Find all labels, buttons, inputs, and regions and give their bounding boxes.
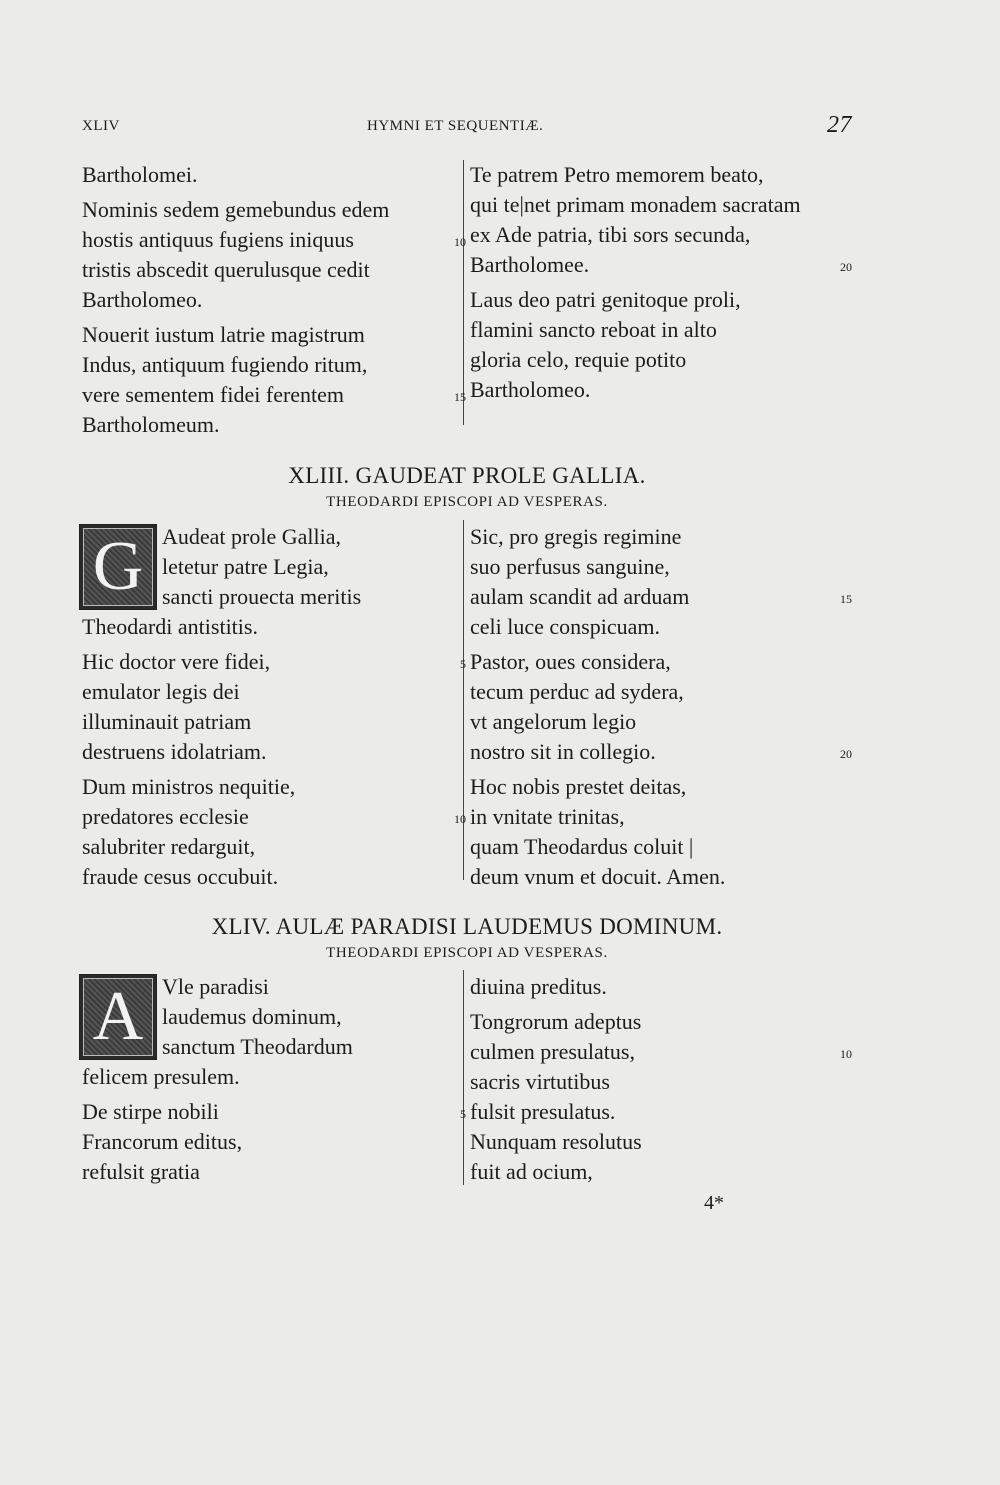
verse-line: fuit ad ocium, <box>470 1159 593 1184</box>
verse-line: Sic, pro gregis regimine <box>470 524 682 549</box>
verse-line: tecum perduc ad sydera, <box>470 679 684 704</box>
running-head-title: HYMNI ET SEQUENTIÆ. <box>367 118 544 134</box>
verse-line: laudemus dominum, <box>162 1004 342 1029</box>
verse-line: Hic doctor vere fidei, 5 <box>82 647 460 677</box>
verse-line: sancti prouecta meritis <box>162 584 362 609</box>
verse-line: Nominis sedem gemebundus edem <box>82 197 390 222</box>
verse-line: predatores ecclesie 10 <box>82 802 460 832</box>
verse-line: Nouerit iustum latrie magistrum <box>82 322 365 347</box>
verse-line: Bartholomeo. <box>470 377 591 402</box>
line-number: 15 <box>840 592 852 606</box>
verse-line: Bartholomeo. <box>82 287 203 312</box>
column-rule <box>463 970 464 1185</box>
verse-line: vere sementem fidei ferentem 15 <box>82 380 460 410</box>
section1-left-column <box>82 160 466 440</box>
running-head-section: XLIV <box>82 118 120 134</box>
line-number: 10 <box>454 812 466 826</box>
verse-line: quam Theodardus coluit | <box>470 834 694 859</box>
verse-line: sacris virtutibus <box>470 1069 610 1094</box>
hymn44-left-column <box>82 972 466 1187</box>
hymn43-right-column <box>470 522 852 892</box>
verse-line: celi luce conspicuam. <box>470 614 660 639</box>
initial-letter: G <box>83 528 153 606</box>
running-head <box>82 112 852 142</box>
verse-line: felicem presulem. <box>82 1064 240 1089</box>
section1-right-column <box>470 160 852 405</box>
verse-line: Tongrorum adeptus <box>470 1009 642 1034</box>
verse-line: suo perfusus sanguine, <box>470 554 670 579</box>
verse-line: Indus, antiquum fugiendo ritum, <box>82 352 368 377</box>
verse-line: Hoc nobis prestet deitas, <box>470 774 687 799</box>
page-number: 27 <box>827 112 852 138</box>
verse-line: deum vnum et docuit. Amen. <box>470 864 726 889</box>
verse-line: De stirpe nobili 5 <box>82 1097 460 1127</box>
verse-line: ex Ade patria, tibi sors secunda, <box>470 222 751 247</box>
verse-line: Bartholomeum. <box>82 412 220 437</box>
verse-line: letetur patre Legia, <box>162 554 329 579</box>
verse-line: emulator legis dei <box>82 679 240 704</box>
line-number: 20 <box>840 260 852 274</box>
initial-letter: A <box>83 978 153 1056</box>
verse-line: hostis antiquus fugiens iniquus 10 <box>82 225 460 255</box>
line-number: 20 <box>840 747 852 761</box>
verse-line: illuminauit patriam <box>82 709 252 734</box>
verse-line: gloria celo, requie potito <box>470 347 687 372</box>
verse-line: diuina preditus. <box>470 974 607 999</box>
verse-line: Laus deo patri genitoque proli, <box>470 287 741 312</box>
verse-line: fulsit presulatus. <box>470 1099 616 1124</box>
verse-line: in vnitate trinitas, <box>470 804 625 829</box>
hymn-title: XLIV. AULÆ PARADISI LAUDEMUS DOMINUM. <box>211 914 723 939</box>
line-number: 5 <box>460 657 466 671</box>
verse-line: Francorum editus, <box>82 1129 243 1154</box>
verse-line: Theodardi antistitis. <box>82 614 258 639</box>
verse-line: Pastor, oues considera, <box>470 649 671 674</box>
verse-line: sanctum Theodardum <box>162 1034 353 1059</box>
verse-line: culmen presulatus, 10 <box>470 1037 852 1067</box>
verse-line: nostro sit in collegio. 20 <box>470 737 852 767</box>
verse-line: Dum ministros nequitie, <box>82 774 296 799</box>
verse-line: destruens idolatriam. <box>82 739 267 764</box>
verse-line: Nunquam resolutus <box>470 1129 642 1154</box>
verse-line: Audeat prole Gallia, <box>162 524 341 549</box>
signature-mark: 4* <box>704 1192 724 1214</box>
hymn43-left-column <box>82 522 466 892</box>
hymn44-right-column <box>470 972 852 1187</box>
verse-line: fraude cesus occubuit. <box>82 864 279 889</box>
line-number: 15 <box>454 390 466 404</box>
verse-line: Vle paradisi <box>162 974 269 999</box>
verse-line: salubriter redarguit, <box>82 834 256 859</box>
hymn-title: XLIII. GAUDEAT PROLE GALLIA. <box>288 463 646 488</box>
hymn-subtitle: THEODARDI EPISCOPI AD VESPERAS. <box>326 945 608 961</box>
line-number: 10 <box>454 235 466 249</box>
line-number: 5 <box>460 1107 466 1121</box>
verse-line: qui te|net primam monadem sacratam <box>470 192 801 217</box>
line-number: 10 <box>840 1047 852 1061</box>
verse-line: flamini sancto reboat in alto <box>470 317 717 342</box>
verse-line: Te patrem Petro memorem beato, <box>470 162 764 187</box>
verse-line: aulam scandit ad arduam 15 <box>470 582 852 612</box>
verse-line: Bartholomee. 20 <box>470 250 852 280</box>
verse-line: refulsit gratia <box>82 1159 200 1184</box>
hymn-subtitle: THEODARDI EPISCOPI AD VESPERAS. <box>326 494 608 510</box>
verse-line: Bartholomei. <box>82 162 198 187</box>
verse-line: tristis abscedit querulusque cedit <box>82 257 370 282</box>
verse-line: vt angelorum legio <box>470 709 637 734</box>
